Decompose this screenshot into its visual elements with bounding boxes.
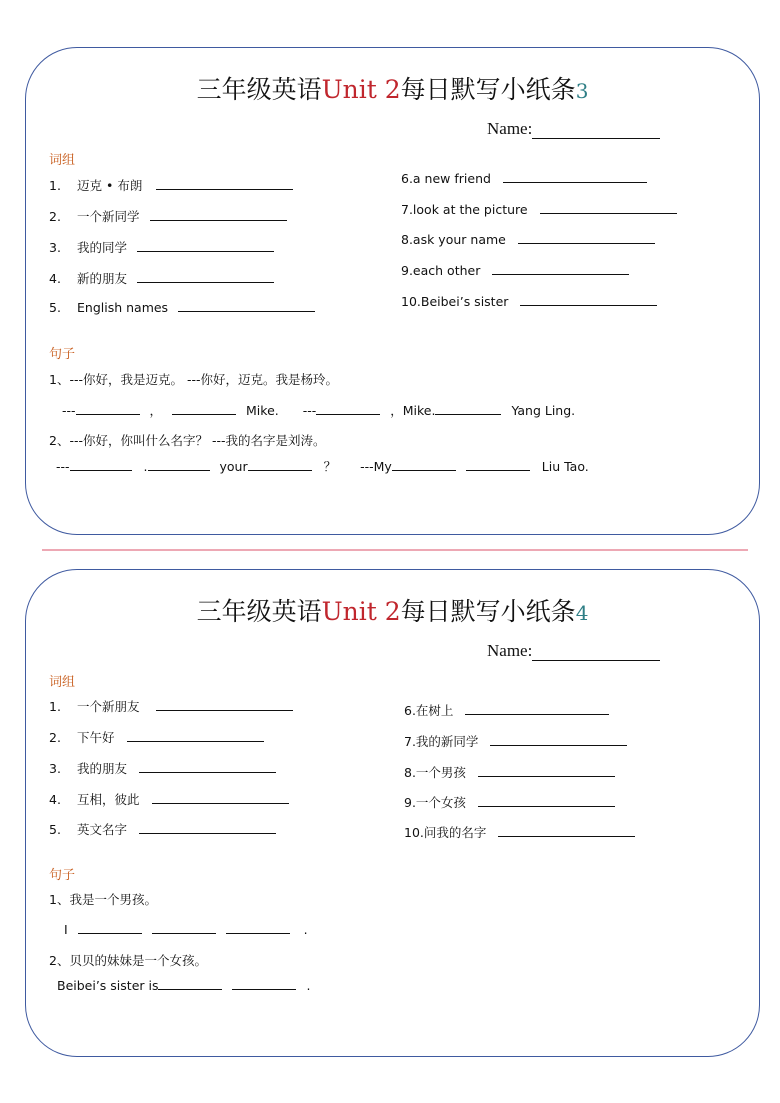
sentence-prompt: 2、---你好，你叫什么名字？ ---我的名字是刘涛。 — [49, 433, 326, 448]
phrase-item: 6.a new friend — [401, 170, 647, 186]
phrase-item: 4. 互相，彼此 — [49, 790, 289, 808]
sentence-prompt: 1、---你好，我是迈克。 ---你好，迈克。我是杨玲。 — [49, 372, 338, 387]
sentences-header: 句子 — [49, 868, 76, 883]
name-field[interactable]: Name: — [487, 119, 660, 139]
answer-blank[interactable] — [248, 458, 312, 471]
phrase-item: 5. 英文名字 — [49, 820, 276, 838]
phrase-item: 6.在树上 — [404, 701, 609, 719]
answer-blank[interactable] — [158, 977, 222, 990]
answer-blank[interactable] — [156, 698, 293, 711]
answer-blank[interactable] — [316, 402, 380, 415]
answer-blank[interactable] — [392, 458, 456, 471]
answer-blank[interactable] — [503, 170, 647, 183]
answer-blank[interactable] — [148, 458, 210, 471]
unit-label: Unit 2 — [321, 75, 401, 104]
sheet-number: 4 — [575, 601, 589, 625]
answer-blank[interactable] — [139, 760, 276, 773]
answer-blank[interactable] — [172, 402, 236, 415]
phrase-item: 9.each other — [401, 262, 629, 278]
answer-blank[interactable] — [540, 201, 677, 214]
answer-blank[interactable] — [156, 177, 293, 190]
answer-blank[interactable] — [76, 402, 140, 415]
phrase-item: 3. 我的同学 — [49, 238, 274, 256]
sentence-fill: --- . your ？ ---My Liu Tao. — [56, 459, 589, 474]
answer-blank[interactable] — [492, 262, 629, 275]
answer-blank[interactable] — [78, 921, 142, 934]
phrase-item: 10.Beibei’s sister — [401, 293, 657, 309]
phrases-header: 词组 — [49, 675, 76, 690]
answer-blank[interactable] — [435, 402, 501, 415]
phrase-item: 7.我的新同学 — [404, 732, 627, 750]
answer-blank[interactable] — [70, 458, 132, 471]
answer-blank[interactable] — [137, 270, 274, 283]
answer-blank[interactable] — [127, 729, 264, 742]
sentence-prompt: 2、贝贝的妹妹是一个女孩。 — [49, 953, 207, 968]
divider — [42, 549, 748, 551]
sheet-number: 3 — [575, 79, 589, 103]
unit-label: Unit 2 — [321, 597, 401, 626]
phrases-header: 词组 — [49, 153, 76, 168]
answer-blank[interactable] — [152, 791, 289, 804]
answer-blank[interactable] — [465, 702, 609, 715]
phrase-item: 9.一个女孩 — [404, 793, 615, 811]
sentence-fill: I . — [64, 922, 308, 937]
phrase-item: 7.look at the picture — [401, 201, 677, 217]
sentences-header: 句子 — [49, 347, 76, 362]
answer-blank[interactable] — [478, 794, 615, 807]
phrase-item: 3. 我的朋友 — [49, 759, 276, 777]
answer-blank[interactable] — [139, 821, 276, 834]
phrase-item: 1. 一个新朋友 — [49, 697, 293, 715]
name-blank[interactable] — [532, 122, 660, 139]
answer-blank[interactable] — [137, 239, 274, 252]
sentence-prompt: 1、我是一个男孩。 — [49, 892, 157, 907]
answer-blank[interactable] — [232, 977, 296, 990]
phrase-item: 1. 迈克 • 布朗 — [49, 176, 293, 194]
answer-blank[interactable] — [178, 299, 315, 312]
phrase-item: 4. 新的朋友 — [49, 269, 274, 287]
answer-blank[interactable] — [518, 231, 655, 244]
sentence-fill: --- ， Mike. --- ，Mike. Yang Ling. — [62, 403, 576, 418]
answer-blank[interactable] — [520, 293, 657, 306]
sentence-fill: Beibei’s sister is . — [57, 978, 311, 993]
phrase-item: 10.问我的名字 — [404, 823, 635, 841]
dictation-card-3 — [25, 47, 760, 535]
answer-blank[interactable] — [150, 208, 287, 221]
name-field[interactable]: Name: — [487, 641, 660, 661]
answer-blank[interactable] — [478, 764, 615, 777]
phrase-item: 8.ask your name — [401, 231, 655, 247]
phrase-item: 5. English names — [49, 299, 315, 315]
answer-blank[interactable] — [152, 921, 216, 934]
phrase-item: 2. 一个新同学 — [49, 207, 287, 225]
card-title: 三年级英语Unit 2每日默写小纸条4 — [196, 597, 589, 626]
answer-blank[interactable] — [466, 458, 530, 471]
answer-blank[interactable] — [498, 824, 635, 837]
answer-blank[interactable] — [226, 921, 290, 934]
card-title: 三年级英语Unit 2每日默写小纸条3 — [196, 75, 589, 104]
answer-blank[interactable] — [490, 733, 627, 746]
dictation-card-4 — [25, 569, 760, 1057]
phrase-item: 8.一个男孩 — [404, 763, 615, 781]
phrase-item: 2. 下午好 — [49, 728, 264, 746]
name-blank[interactable] — [532, 644, 660, 661]
